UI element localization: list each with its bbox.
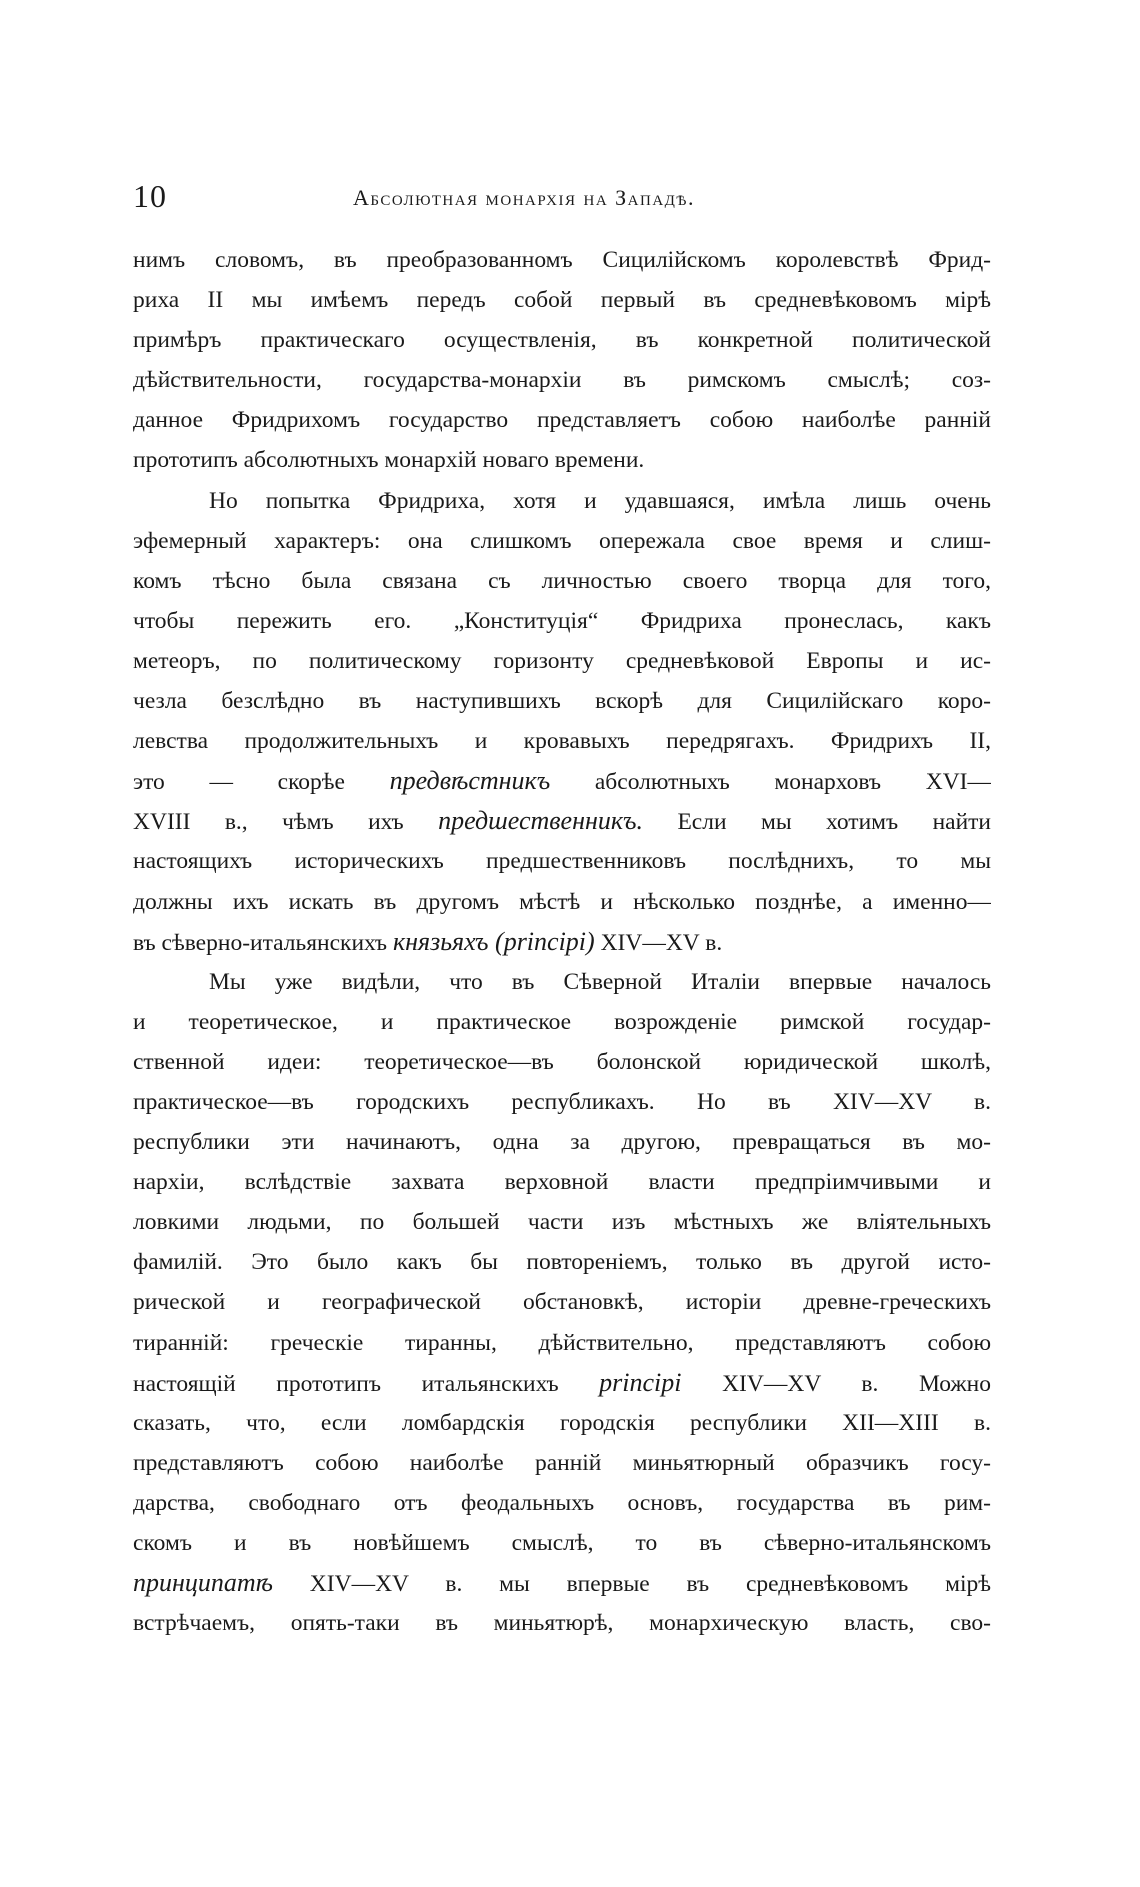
- text-line: [133, 1563, 991, 1603]
- italic-text: князьяхъ (principi): [392, 926, 595, 956]
- text-segment: метеоръ, по политическому горизонту средневѣковой Европы и ис-: [133, 647, 991, 674]
- text-segment: нархіи, вслѣдствіе захвата верховной власти предпріимчивыми и: [133, 1169, 991, 1196]
- text-segment: XVIII в., чѣмъ ихъ: [133, 809, 439, 836]
- text-line: [133, 721, 991, 761]
- text-segment: практическое—въ городскихъ республикахъ. Но въ XIV—XV в.: [133, 1088, 991, 1115]
- text-segment: тиранній: греческіе тиранны, дѣйствительно, представляютъ собою: [133, 1329, 991, 1356]
- text-segment: ственной идеи: теоретическое—въ болонской юридической школѣ,: [133, 1048, 991, 1075]
- text-segment: представляютъ собою наиболѣе ранній миньятюрный образчикъ госу-: [133, 1449, 991, 1476]
- text-segment: XIV—XV в.: [594, 929, 723, 956]
- text-line: [133, 360, 991, 400]
- text-line: [133, 1603, 991, 1643]
- text-line: [133, 761, 991, 801]
- text-segment: настоящихъ историческихъ предшественниковъ послѣднихъ, то мы: [133, 848, 991, 875]
- text-line: [133, 962, 991, 1002]
- page-header: [133, 176, 991, 216]
- text-segment: XIV—XV в. Можно: [681, 1370, 991, 1397]
- text-line: [133, 1122, 991, 1162]
- text-line: [133, 1202, 991, 1242]
- italic-text: принципатѣ: [133, 1568, 274, 1598]
- text-line: [133, 481, 991, 521]
- body-text: [133, 240, 991, 1643]
- text-line: [133, 400, 991, 440]
- text-line: [133, 1403, 991, 1443]
- text-segment: эфемерный характеръ: она слишкомъ опережала свое время и слиш-: [133, 527, 991, 554]
- text-segment: сказать, что, если ломбардскія городскія республики XII—XIII в.: [133, 1409, 991, 1436]
- text-segment: примѣръ практическаго осуществленія, въ конкретной политической: [133, 327, 991, 354]
- text-segment: чтобы пережить его. „Конституція“ Фридриха пронеслась, какъ: [133, 607, 991, 634]
- text-segment: въ сѣверно-итальянскихъ: [133, 929, 393, 956]
- text-line: [133, 280, 991, 320]
- text-line: [133, 1282, 991, 1322]
- text-line: [133, 601, 991, 641]
- running-head: Абсолютная монархія на Западѣ.: [353, 185, 695, 210]
- text-line: [133, 320, 991, 360]
- text-segment: Если мы хотимъ найти: [643, 809, 991, 836]
- text-line: [133, 1042, 991, 1082]
- text-line: [133, 240, 991, 280]
- text-segment: риха II мы имѣемъ передъ собой первый въ средневѣковомъ мірѣ: [133, 287, 991, 314]
- text-line: [133, 1443, 991, 1483]
- text-segment: скомъ и въ новѣйшемъ смыслѣ, то въ сѣверно-итальянскомъ: [133, 1530, 991, 1556]
- text-line: [133, 1242, 991, 1282]
- text-segment: дарства, свободнаго отъ феодальныхъ основъ, государства въ рим-: [133, 1489, 991, 1516]
- text-segment: абсолютныхъ монарховъ XVI—: [550, 769, 991, 796]
- text-segment: прототипъ абсолютныхъ монархій новаго времени.: [133, 447, 645, 474]
- text-line: [133, 1082, 991, 1122]
- text-segment: рической и географической обстановкѣ, исторіи древне-греческихъ: [133, 1289, 991, 1316]
- text-line: [133, 922, 991, 962]
- text-segment: чезла безслѣдно въ наступившихъ вскорѣ для Сицилійскаго коро-: [133, 688, 991, 715]
- text-line: [133, 561, 991, 601]
- text-segment: и теоретическое, и практическое возрожденіе римской государ-: [133, 1008, 991, 1035]
- text-line: [133, 1523, 991, 1563]
- text-segment: дѣйствительности, государства-монархіи въ римскомъ смыслѣ; соз-: [133, 367, 991, 394]
- text-segment: должны ихъ искать въ другомъ мѣстѣ и нѣсколько позднѣе, а именно—: [133, 888, 991, 915]
- text-line: [133, 681, 991, 721]
- text-segment: это — скорѣе: [133, 769, 390, 796]
- text-segment: фамилій. Это было какъ бы повтореніемъ, только въ другой исто-: [133, 1249, 991, 1276]
- text-line: [133, 1363, 991, 1403]
- text-segment: Мы уже видѣли, что въ Сѣверной Италіи впервые началось: [209, 968, 991, 995]
- text-segment: левства продолжительныхъ и кровавыхъ передрягахъ. Фридрихъ II,: [133, 728, 991, 755]
- page-number: 10: [133, 178, 167, 214]
- text-segment: настоящій прототипъ итальянскихъ: [133, 1370, 600, 1397]
- text-segment: комъ тѣсно была связана съ личностью своего творца для того,: [133, 567, 991, 594]
- italic-text: предвѣстникъ: [389, 766, 551, 796]
- text-line: [133, 641, 991, 681]
- text-line: [133, 440, 991, 480]
- text-segment: XIV—XV в. мы впервые въ средневѣковомъ мірѣ: [273, 1571, 991, 1598]
- text-line: [133, 1162, 991, 1202]
- text-segment: республики эти начинаютъ, одна за другою, превращаться въ мо-: [133, 1129, 991, 1156]
- text-line: [133, 841, 991, 881]
- italic-text: principi: [599, 1367, 682, 1397]
- text-segment: нимъ словомъ, въ преобразованномъ Сицилійскомъ королевствѣ Фрид-: [133, 247, 991, 273]
- text-line: [133, 882, 991, 922]
- text-line: [133, 801, 991, 841]
- text-line: [133, 1323, 991, 1363]
- text-line: [133, 521, 991, 561]
- text-line: [133, 1002, 991, 1042]
- italic-text: предшественникъ.: [438, 806, 644, 836]
- text-segment: встрѣчаемъ, опять-таки въ миньятюрѣ, монархическую власть, сво-: [133, 1610, 991, 1637]
- text-segment: данное Фридрихомъ государство представляетъ собою наиболѣе ранній: [133, 407, 991, 434]
- text-segment: Но попытка Фридриха, хотя и удавшаяся, имѣла лишь очень: [209, 487, 991, 514]
- text-segment: ловкими людьми, по большей части изъ мѣстныхъ же вліятельныхъ: [133, 1209, 991, 1236]
- text-line: [133, 1483, 991, 1523]
